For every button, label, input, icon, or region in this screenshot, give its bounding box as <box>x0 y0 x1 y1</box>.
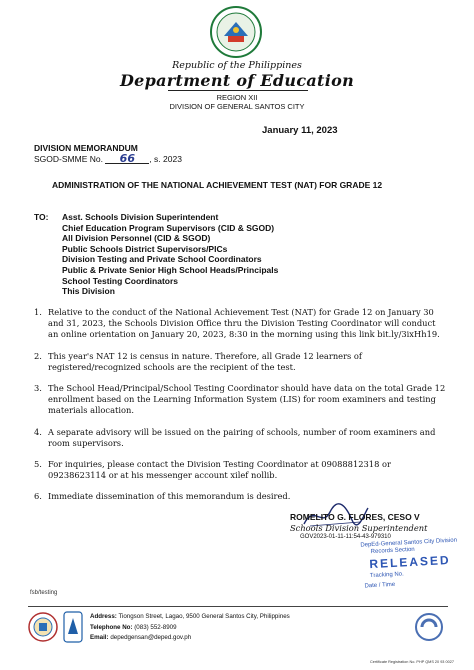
body-paragraph <box>34 459 446 481</box>
body-paragraph <box>34 427 446 449</box>
phone-value: (083) 552-8909 <box>134 623 177 631</box>
phone-label: Telephone No: <box>90 623 133 631</box>
stamp-office: DepEd-General Santos City Division <box>360 537 458 549</box>
paragraph-text: A separate advisory will be issued on the pairing of schools, number of room examiners and room supervisors. <box>48 426 436 448</box>
paragraph-number: 3. <box>34 383 42 394</box>
recipient-item: Public & Private Senior High School Heads/Principals <box>62 264 279 275</box>
memo-number-prefix: SGOD-SMME No. <box>34 154 103 164</box>
recipient-item: Public Schools District Supervisors/PICs <box>62 243 228 254</box>
paragraph-number: 5. <box>34 459 42 470</box>
memo-number-line <box>34 154 182 164</box>
footer-contact <box>90 612 290 644</box>
recipient-list <box>62 212 278 297</box>
email-label: Email: <box>90 634 109 642</box>
recipient-item: Asst. Schools Division Superintendent <box>62 212 219 222</box>
republic-line: Republic of the Philippines <box>172 60 302 71</box>
memo-subject: ADMINISTRATION OF THE NATIONAL ACHIEVEMENT TEST (NAT) FOR GRADE 12 <box>52 180 383 190</box>
memo-number: 66 <box>105 154 149 164</box>
certificate-number: Certificate Registration No. PHP QMS 20 93 0027 <box>370 660 454 664</box>
department-title: Department of Education <box>119 71 355 90</box>
footer-email-row <box>90 633 290 644</box>
body-paragraph <box>34 491 446 502</box>
paragraph-text: Immediate dissemination of this memorandum is desired. <box>48 491 291 502</box>
memo-title: DIVISION MEMORANDUM <box>34 143 138 153</box>
certification-mark-icon <box>414 612 444 642</box>
recipient-item: School Testing Coordinators <box>62 275 179 286</box>
body-paragraph <box>34 307 446 341</box>
document-code: GOV2023-01-11-11:54-43-979310 <box>300 534 391 540</box>
matatag-logo-icon <box>62 610 84 644</box>
paragraph-text: This year's NAT 12 is census in nature. Therefore, all Grade 12 learners of registered/recognized schools are the recipient of the test. <box>48 350 362 372</box>
released-stamp <box>354 537 468 613</box>
division-line: DIVISION OF GENERAL SANTOS CITY <box>169 102 305 111</box>
recipient-item: Division Testing and Private School Coordinators <box>62 254 262 265</box>
header-rule <box>168 90 308 91</box>
division-logo-icon <box>28 612 58 642</box>
recipient-item: Chief Education Program Supervisors (CID & SGOD) <box>62 222 275 233</box>
memo-date: January 11, 2023 <box>262 125 338 136</box>
recipient-item: This Division <box>62 286 115 297</box>
email-value: depedgensan@deped.gov.ph <box>110 634 192 642</box>
footer-phone-row <box>90 623 290 634</box>
paragraph-text: The School Head/Principal/School Testing Coordinator should have data on the total Grade 12 enrollment based on the Learning Information System (LIS) for room examiners and testing materials allocation. <box>48 383 446 416</box>
paragraph-number: 6. <box>34 491 42 502</box>
stamp-section: Records Section <box>370 546 415 556</box>
address-value: Tiongson Street, Lagao, 9500 General Santos City, Philippines <box>118 613 290 620</box>
paragraph-number: 4. <box>34 426 42 437</box>
paragraph-text: For inquiries, please contact the Division Testing Coordinator at 09088812318 or 09238623114 or at his messenger account xilef nollib. <box>48 459 391 481</box>
paragraph-text: Relative to the conduct of the National Achievement Test (NAT) for Grade 12 on January 30 and 31, 2023, the Schools Division Office thru the Division Testing Coordinator will conduct an online orientation on January 20, 2023, 8:30 in the morning using this link bit.ly/3ixHh19. <box>48 307 440 340</box>
address-label: Address: <box>90 613 117 620</box>
stamp-datetime-label: Date / Time <box>364 581 396 590</box>
footer-rule <box>28 606 448 607</box>
paragraph-number: 1. <box>34 307 42 317</box>
footer-address-row <box>90 612 290 623</box>
stamp-status: RELEASED <box>369 552 451 572</box>
deped-seal-icon <box>210 6 262 58</box>
recipient-item: All Division Personnel (CID & SGOD) <box>62 233 211 244</box>
reference-initials: fsb/testing <box>30 590 58 596</box>
region-line: REGION XII <box>216 93 258 102</box>
stamp-tracking-label: Tracking No. <box>369 571 404 580</box>
paragraph-number: 2. <box>34 350 42 361</box>
memo-year: , s. 2023 <box>149 154 182 164</box>
signatory-name: ROMELITO G. FLORES, CESO V <box>290 512 420 522</box>
body-paragraph <box>34 383 446 417</box>
to-label: TO: <box>34 212 49 222</box>
memo-body <box>34 307 446 513</box>
body-paragraph <box>34 351 446 373</box>
signatory-title: Schools Division Superintendent <box>290 523 428 533</box>
